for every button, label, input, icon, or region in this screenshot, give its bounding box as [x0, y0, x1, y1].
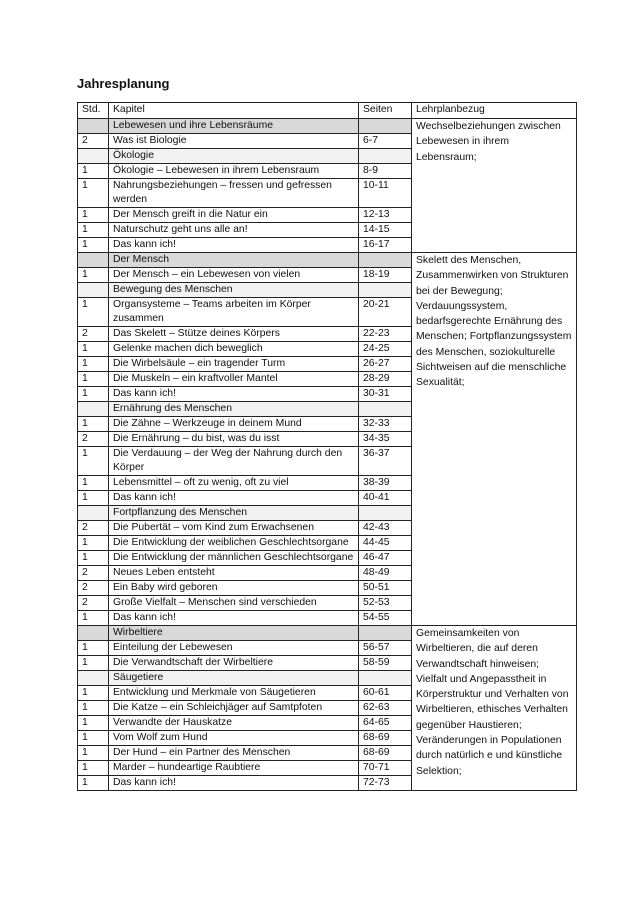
kapitel-cell: Das kann ich!	[109, 611, 359, 626]
seiten-cell: 8-9	[359, 164, 412, 179]
header-row	[78, 103, 577, 119]
kapitel-cell: Lebensmittel – oft zu wenig, oft zu viel	[109, 476, 359, 491]
std-cell: 2	[78, 581, 109, 596]
kapitel-cell: Ein Baby wird geboren	[109, 581, 359, 596]
seiten-cell: 20-21	[359, 298, 412, 327]
std-cell: 1	[78, 536, 109, 551]
std-cell: 1	[78, 476, 109, 491]
kapitel-cell: Der Mensch greift in die Natur ein	[109, 208, 359, 223]
subsection-title: Fortpflanzung des Menschen	[109, 506, 359, 521]
std-cell: 2	[78, 521, 109, 536]
kapitel-cell: Marder – hundeartige Raubtiere	[109, 761, 359, 776]
seiten-cell: 52-53	[359, 596, 412, 611]
seiten-cell: 46-47	[359, 551, 412, 566]
kapitel-cell: Gelenke machen dich beweglich	[109, 342, 359, 357]
std-cell: 1	[78, 761, 109, 776]
seiten-cell: 68-69	[359, 746, 412, 761]
section-pages-cell	[359, 119, 412, 134]
section-pages-cell	[359, 671, 412, 686]
seiten-cell: 16-17	[359, 238, 412, 253]
std-cell: 2	[78, 134, 109, 149]
std-cell: 1	[78, 387, 109, 402]
section-pages-cell	[359, 149, 412, 164]
kapitel-cell: Große Vielfalt – Menschen sind verschieden	[109, 596, 359, 611]
kapitel-cell: Nahrungsbeziehungen – fressen und gefressen werden	[109, 179, 359, 208]
seiten-cell: 6-7	[359, 134, 412, 149]
header-std: Std.	[78, 103, 109, 119]
std-cell: 1	[78, 746, 109, 761]
seiten-cell: 44-45	[359, 536, 412, 551]
seiten-cell: 68-69	[359, 731, 412, 746]
std-cell: 2	[78, 566, 109, 581]
subsection-title: Säugetiere	[109, 671, 359, 686]
header-kapitel: Kapitel	[109, 103, 359, 119]
section-pages-cell	[359, 506, 412, 521]
kapitel-cell: Die Pubertät – vom Kind zum Erwachsenen	[109, 521, 359, 536]
header-seiten: Seiten	[359, 103, 412, 119]
kapitel-cell: Das kann ich!	[109, 238, 359, 253]
section-row	[78, 253, 577, 268]
kapitel-cell: Entwicklung und Merkmale von Säugetieren	[109, 686, 359, 701]
seiten-cell: 26-27	[359, 357, 412, 372]
section-std-cell	[78, 402, 109, 417]
seiten-cell: 18-19	[359, 268, 412, 283]
section-title: Der Mensch	[109, 253, 359, 268]
subsection-title: Bewegung des Menschen	[109, 283, 359, 298]
section-title: Wirbeltiere	[109, 626, 359, 641]
kapitel-cell: Das Skelett – Stütze deines Körpers	[109, 327, 359, 342]
header-lehrplanbezug: Lehrplanbezug	[412, 103, 577, 119]
seiten-cell: 32-33	[359, 417, 412, 432]
seiten-cell: 30-31	[359, 387, 412, 402]
kapitel-cell: Die Entwicklung der weiblichen Geschlechtsorgane	[109, 536, 359, 551]
plan-body	[78, 119, 577, 791]
kapitel-cell: Neues Leben entsteht	[109, 566, 359, 581]
std-cell: 1	[78, 491, 109, 506]
seiten-cell: 40-41	[359, 491, 412, 506]
page-title: Jahresplanung	[77, 76, 170, 91]
std-cell: 1	[78, 372, 109, 387]
std-cell: 1	[78, 298, 109, 327]
seiten-cell: 10-11	[359, 179, 412, 208]
seiten-cell: 42-43	[359, 521, 412, 536]
seiten-cell: 12-13	[359, 208, 412, 223]
seiten-cell: 62-63	[359, 701, 412, 716]
kapitel-cell: Das kann ich!	[109, 776, 359, 791]
kapitel-cell: Die Ernährung – du bist, was du isst	[109, 432, 359, 447]
lehrplanbezug-cell: Wechselbeziehungen zwischen Lebewesen in ihrem Lebensraum;	[412, 119, 577, 253]
section-pages-cell	[359, 402, 412, 417]
kapitel-cell: Die Entwicklung der männlichen Geschlechtsorgane	[109, 551, 359, 566]
std-cell: 1	[78, 776, 109, 791]
std-cell: 2	[78, 327, 109, 342]
seiten-cell: 48-49	[359, 566, 412, 581]
subsection-title: Ökologie	[109, 149, 359, 164]
kapitel-cell: Die Muskeln – ein kraftvoller Mantel	[109, 372, 359, 387]
seiten-cell: 50-51	[359, 581, 412, 596]
std-cell: 1	[78, 223, 109, 238]
std-cell: 1	[78, 731, 109, 746]
std-cell: 1	[78, 716, 109, 731]
seiten-cell: 64-65	[359, 716, 412, 731]
seiten-cell: 28-29	[359, 372, 412, 387]
kapitel-cell: Die Verwandtschaft der Wirbeltiere	[109, 656, 359, 671]
section-std-cell	[78, 626, 109, 641]
std-cell: 1	[78, 164, 109, 179]
std-cell: 1	[78, 656, 109, 671]
kapitel-cell: Vom Wolf zum Hund	[109, 731, 359, 746]
section-std-cell	[78, 283, 109, 298]
section-title: Lebewesen und ihre Lebensräume	[109, 119, 359, 134]
section-row	[78, 626, 577, 641]
kapitel-cell: Was ist Biologie	[109, 134, 359, 149]
seiten-cell: 14-15	[359, 223, 412, 238]
std-cell: 1	[78, 447, 109, 476]
section-std-cell	[78, 671, 109, 686]
kapitel-cell: Organsysteme – Teams arbeiten im Körper zusammen	[109, 298, 359, 327]
kapitel-cell: Das kann ich!	[109, 491, 359, 506]
std-cell: 1	[78, 641, 109, 656]
std-cell: 1	[78, 701, 109, 716]
seiten-cell: 36-37	[359, 447, 412, 476]
seiten-cell: 24-25	[359, 342, 412, 357]
std-cell: 1	[78, 238, 109, 253]
std-cell: 1	[78, 179, 109, 208]
kapitel-cell: Der Hund – ein Partner des Menschen	[109, 746, 359, 761]
seiten-cell: 38-39	[359, 476, 412, 491]
std-cell: 1	[78, 611, 109, 626]
kapitel-cell: Die Wirbelsäule – ein tragender Turm	[109, 357, 359, 372]
std-cell: 1	[78, 417, 109, 432]
section-pages-cell	[359, 253, 412, 268]
section-std-cell	[78, 149, 109, 164]
std-cell: 1	[78, 357, 109, 372]
section-std-cell	[78, 506, 109, 521]
plan-table	[77, 102, 577, 791]
lehrplanbezug-cell: Gemeinsamkeiten von Wirbeltieren, die auf deren Verwandtschaft hinweisen; Vielfalt und Angepasstheit in Körperstruktur und Verhalten von Wirbeltieren, ethisches Verhalten gegenüber Haustieren; Veränderungen in Populationen durch natürlich e und künstliche Selektion;	[412, 626, 577, 791]
section-std-cell	[78, 119, 109, 134]
seiten-cell: 60-61	[359, 686, 412, 701]
lehrplanbezug-cell: Skelett des Menschen, Zusammenwirken von Strukturen bei der Bewegung; Verdauungssystem, bedarfsgerechte Ernährung des Menschen; Fortpflanzungssystem des Menschen, soziokulturelle Sichtweisen auf die menschliche Sexualität;	[412, 253, 577, 626]
kapitel-cell: Ökologie – Lebewesen in ihrem Lebensraum	[109, 164, 359, 179]
section-pages-cell	[359, 626, 412, 641]
kapitel-cell: Verwandte der Hauskatze	[109, 716, 359, 731]
section-std-cell	[78, 253, 109, 268]
seiten-cell: 56-57	[359, 641, 412, 656]
kapitel-cell: Die Zähne – Werkzeuge in deinem Mund	[109, 417, 359, 432]
std-cell: 1	[78, 342, 109, 357]
kapitel-cell: Der Mensch – ein Lebewesen von vielen	[109, 268, 359, 283]
std-cell: 2	[78, 596, 109, 611]
kapitel-cell: Das kann ich!	[109, 387, 359, 402]
seiten-cell: 70-71	[359, 761, 412, 776]
seiten-cell: 22-23	[359, 327, 412, 342]
kapitel-cell: Naturschutz geht uns alle an!	[109, 223, 359, 238]
std-cell: 1	[78, 268, 109, 283]
seiten-cell: 72-73	[359, 776, 412, 791]
section-row	[78, 119, 577, 134]
std-cell: 1	[78, 208, 109, 223]
std-cell: 2	[78, 432, 109, 447]
kapitel-cell: Die Verdauung – der Weg der Nahrung durch den Körper	[109, 447, 359, 476]
kapitel-cell: Die Katze – ein Schleichjäger auf Samtpfoten	[109, 701, 359, 716]
seiten-cell: 58-59	[359, 656, 412, 671]
std-cell: 1	[78, 551, 109, 566]
std-cell: 1	[78, 686, 109, 701]
kapitel-cell: Einteilung der Lebewesen	[109, 641, 359, 656]
section-pages-cell	[359, 283, 412, 298]
seiten-cell: 54-55	[359, 611, 412, 626]
subsection-title: Ernährung des Menschen	[109, 402, 359, 417]
seiten-cell: 34-35	[359, 432, 412, 447]
